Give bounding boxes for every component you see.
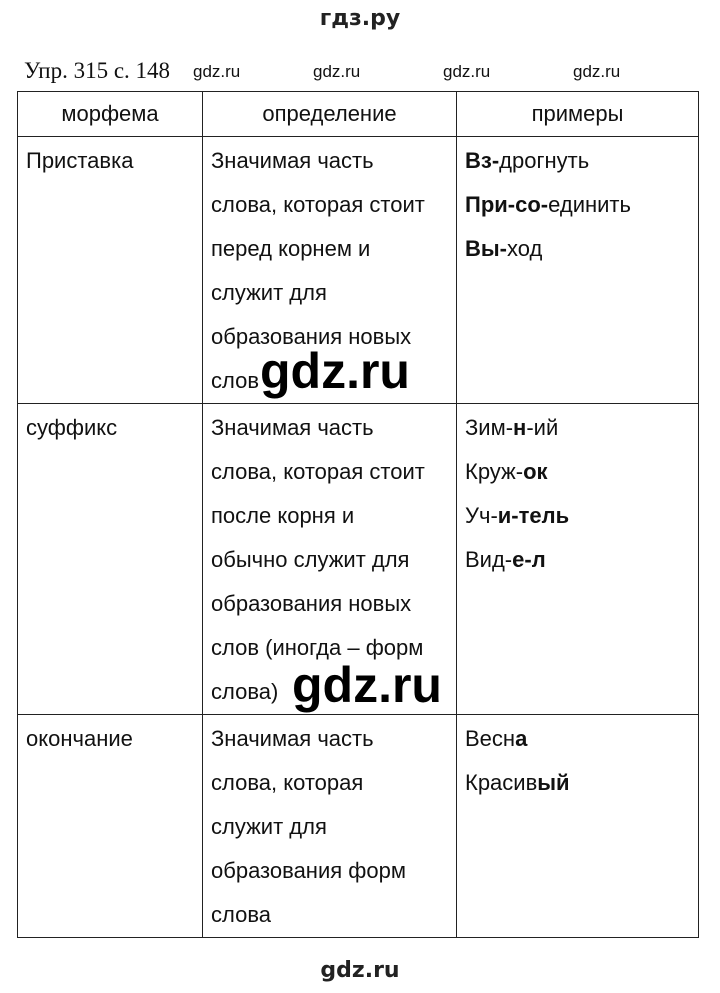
- example-morpheme-bold: а: [515, 726, 528, 751]
- example-word: [465, 406, 690, 450]
- definition-line: слова, которая стоит: [211, 192, 425, 217]
- watermark-large: gdz.ru: [292, 657, 442, 713]
- definition-line: слова, которая стоит: [211, 459, 425, 484]
- definition-line: перед корнем и: [211, 236, 371, 261]
- site-title: гдз.ру: [319, 6, 401, 31]
- definition-line: образования новых: [211, 324, 412, 349]
- example-word: [465, 494, 690, 538]
- definition-line: обычно служит для: [211, 547, 410, 572]
- example-part: ход: [507, 236, 543, 261]
- definition-line: после корня и: [211, 503, 355, 528]
- morpheme-cell: [18, 715, 203, 938]
- example-morpheme-bold: Вз-: [465, 148, 500, 173]
- definition-line: образования новых: [211, 591, 412, 616]
- definition-line: служит для: [211, 280, 327, 305]
- example-part: Вид-: [465, 547, 513, 572]
- example-part: дрогнуть: [499, 148, 590, 173]
- morpheme-name: окончание: [26, 726, 133, 751]
- definition-line: образования форм: [211, 858, 406, 883]
- examples-cell: [457, 715, 699, 938]
- header-morpheme: морфема: [18, 92, 203, 137]
- example-word: [465, 761, 690, 805]
- example-word: [465, 183, 690, 227]
- morpheme-table: [17, 91, 699, 938]
- header-definition: определение: [203, 92, 457, 137]
- morpheme-name: суффикс: [26, 415, 118, 440]
- example-morpheme-bold: ый: [537, 770, 570, 795]
- footer-watermark: gdz.ru: [320, 958, 400, 983]
- example-part: Уч-: [465, 503, 498, 528]
- definition-line: Значимая часть: [211, 148, 374, 173]
- exercise-heading: Упр. 315 с. 148: [24, 58, 171, 83]
- example-morpheme-bold: Вы-: [465, 236, 508, 261]
- example-word: [465, 450, 690, 494]
- watermark-small: gdz.ru: [313, 62, 361, 81]
- table-row: [18, 715, 699, 938]
- watermark-small: gdz.ru: [573, 62, 621, 81]
- definition-line: Значимая часть: [211, 726, 374, 751]
- example-morpheme-bold: ок: [523, 459, 548, 484]
- definition-line: слова): [211, 679, 279, 704]
- example-part: Зим-: [465, 415, 514, 440]
- example-part: единить: [548, 192, 631, 217]
- example-word: [465, 538, 690, 582]
- example-part: Круж-: [465, 459, 524, 484]
- definition-line: Значимая часть: [211, 415, 374, 440]
- example-word: [465, 139, 690, 183]
- example-morpheme-bold: н: [513, 415, 527, 440]
- morpheme-cell: [18, 404, 203, 715]
- example-morpheme-bold: и-тель: [497, 503, 570, 528]
- header-examples: примеры: [457, 92, 699, 137]
- example-part: -ий: [526, 415, 559, 440]
- example-part: Красив: [465, 770, 538, 795]
- example-morpheme-bold: При-со-: [465, 192, 549, 217]
- definition-line: слов (иногда – форм: [211, 635, 424, 660]
- definition-line: слов: [211, 368, 260, 393]
- table-header-row: [18, 92, 699, 137]
- watermark-small: gdz.ru: [193, 62, 241, 81]
- morpheme-name: Приставка: [26, 148, 134, 173]
- examples-cell: [457, 137, 699, 404]
- example-part: Весн: [465, 726, 516, 751]
- example-word: [465, 717, 690, 761]
- examples-cell: [457, 404, 699, 715]
- definition-line: слова: [211, 902, 271, 927]
- morpheme-cell: [18, 137, 203, 404]
- example-word: [465, 227, 690, 271]
- example-morpheme-bold: е-л: [512, 547, 546, 572]
- definition-cell: [203, 715, 457, 938]
- watermark-small: gdz.ru: [443, 62, 491, 81]
- watermark-large: gdz.ru: [260, 343, 410, 399]
- definition-line: слова, которая: [211, 770, 364, 795]
- definition-line: служит для: [211, 814, 327, 839]
